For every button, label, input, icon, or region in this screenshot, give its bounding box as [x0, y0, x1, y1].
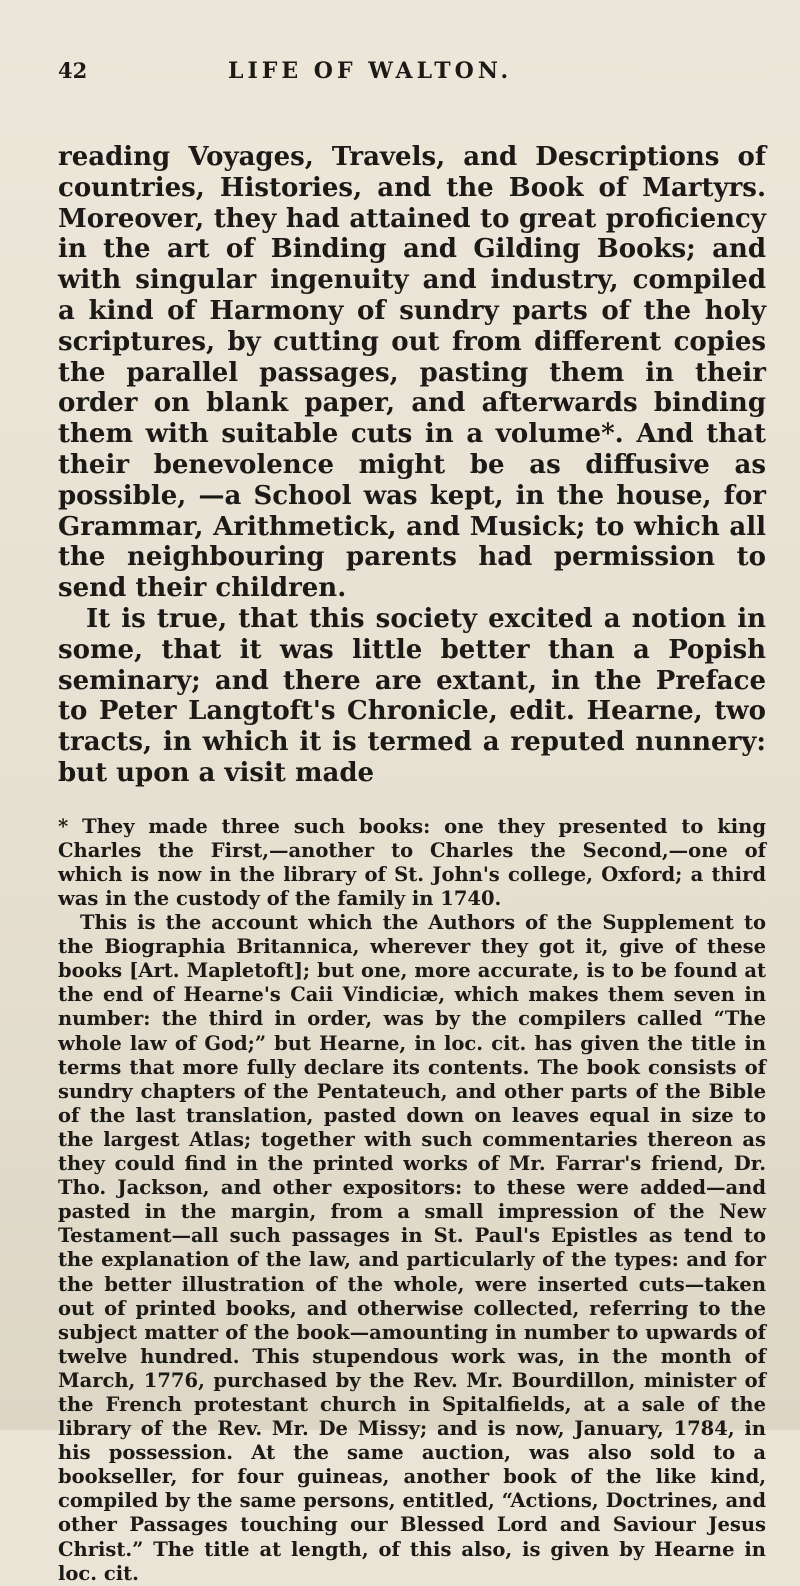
main-text: [58, 142, 766, 789]
page-number: 42: [58, 58, 88, 83]
footnote-paragraph-2: This is the account which the Authors of the Supplement to the Biographia Britannica, wherever they got it, give of these books [Art. Mapletoft]; but one, more accurate, is to be found at the end of Hearne's Caii Vindiciæ, which makes them seven in number: the third in order, was by the compilers called “The whole law of God;” but Hearne, in loc. cit. has given the title in terms that more fully declare its contents. The book consists of sundry chapters of the Pentateuch, and other parts of the Bible of the last translation, pasted down on leaves equal in size to the largest Atlas; together with such commentaries thereon as they could find in the printed works of Mr. Farrar's friend, Dr. Tho. Jackson, and other expositors: to these were added—and pasted in the margin, from a small impression of the New Testament—all such passages in St. Paul's Epistles as tend to the explanation of the law, and particularly of the types: and for the better illustration of the whole, were inserted cuts—taken out of printed books, and otherwise collected, referring to the subject matter of the book—amounting in number to upwards of twelve hundred. This stupendous work was, in the month of March, 1776, purchased by the Rev. Mr. Bourdillon, minister of the French protestant church in Spitalfields, at a sale of the library of the Rev. Mr. De Missy; and is now, January, 1784, in his possession. At the same auction, was also sold to a bookseller, for four guineas, another book of the like kind, compiled by the same persons, entitled, “Actions, Doctrines, and other Passages touching our Blessed Lord and Saviour Jesus Christ.” The title at length, of this also, is given by Hearne in loc. cit.: [58, 911, 766, 1585]
body-paragraph-1: reading Voyages, Travels, and Descriptions of countries, Histories, and the Book of Martyrs. Moreover, they had attained to great proficiency in the art of Binding and Gilding Books; and with singular ingenuity and industry, compiled a kind of Harmony of sundry parts of the holy scriptures, by cutting out from different copies the parallel passages, pasting them in their order on blank paper, and afterwards binding them with suitable cuts in a volume*. And that their benevolence might be as diffusive as possible, —a School was kept, in the house, for Grammar, Arithmetick, and Musick; to which all the neighbouring parents had permission to send their children.: [58, 142, 766, 604]
footnote-paragraph-1: * They made three such books: one they presented to king Charles the First,—another to Charles the Second,—one of which is now in the library of St. John's college, Oxford; a third was in the custody of the family in 1740.: [58, 814, 766, 911]
footnotes: [58, 815, 766, 1586]
body-paragraph-2: It is true, that this society excited a notion in some, that it was little better than a Popish seminary; and there are extant, in the Preface to Peter Langtoft's Chronicle, edit. Hearne, two tracts, in which it is termed a reputed nunnery: but upon a visit made: [58, 603, 766, 788]
running-title: LIFE OF WALTON.: [228, 58, 513, 84]
page-header: [58, 58, 766, 98]
